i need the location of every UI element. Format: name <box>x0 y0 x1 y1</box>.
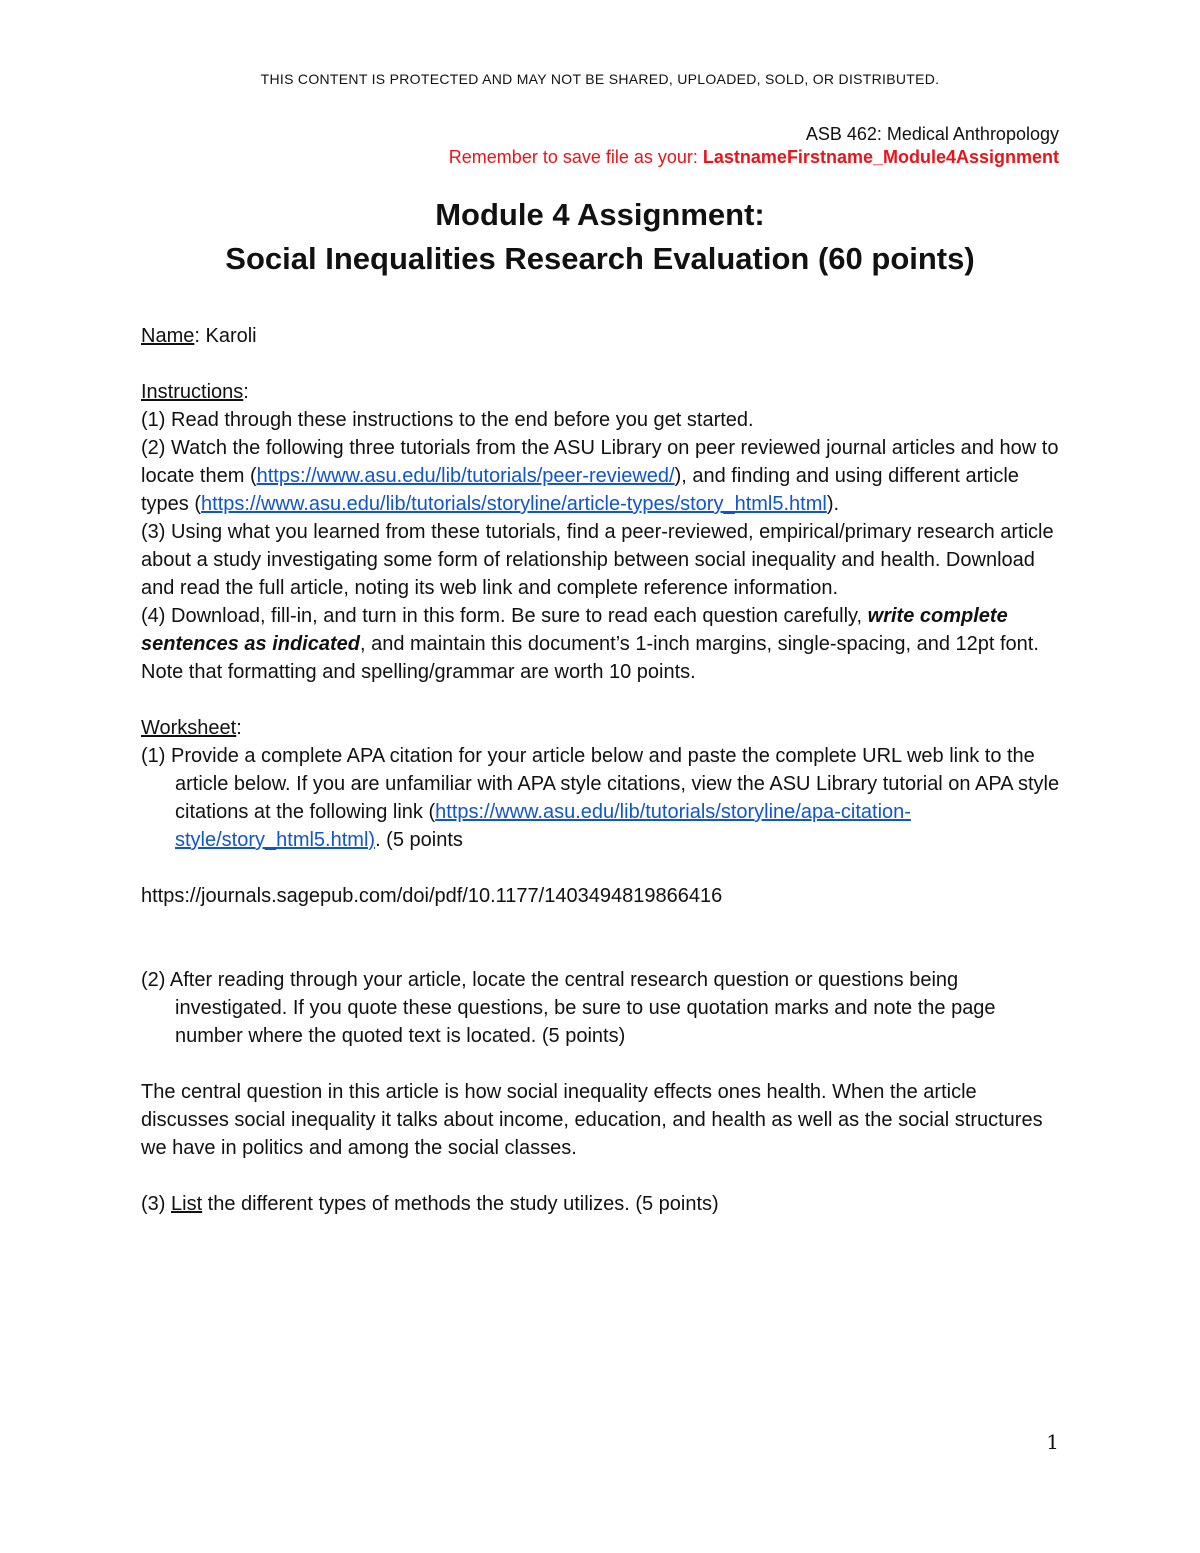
worksheet-question-2: (2) After reading through your article, locate the central research question or questions being investigated. If you quote these questions, be sure to use quotation marks and note the page number where the quoted text is located. (5 points) <box>141 969 996 1047</box>
spacer <box>141 910 1061 938</box>
apa-citation-tutorial-link[interactable]: https://www.asu.edu/lib/tutorials/storyline/apa-citation-style/story_html5.html) <box>175 801 911 851</box>
spacer <box>141 854 1061 882</box>
page-number: 1 <box>1046 1430 1059 1454</box>
answer-1-url[interactable]: https://journals.sagepub.com/doi/pdf/10.1177/1403494819866416 <box>141 885 723 907</box>
spacer <box>141 686 1061 714</box>
instruction-step-3: (3) Using what you learned from these tutorials, find a peer-reviewed, empirical/primary research article about a study investigating some form of relationship between social inequality and health. Download and read the full article, noting its web link and complete reference information. <box>141 521 1054 599</box>
instruction-step-1: (1) Read through these instructions to the end before you get started. <box>141 409 754 431</box>
save-reminder <box>449 147 1059 168</box>
course-name: ASB 462: Medical Anthropology <box>805 124 1059 144</box>
instruction-step-4-emphasis: write complete sentences as indicated <box>141 605 1008 655</box>
instructions-heading <box>141 378 1061 406</box>
spacer <box>141 350 1061 378</box>
assignment-title <box>0 193 1200 281</box>
spacer <box>141 938 1061 966</box>
instruction-step-2-text-b: ), and finding and using different article types ( <box>141 465 1019 515</box>
spacer <box>141 1050 1061 1078</box>
save-filename: LastnameFirstname_Module4Assignment <box>702 147 1059 167</box>
question-1-text-b: . (5 points <box>375 829 463 851</box>
answer-2-text[interactable]: The central question in this article is how social inequality effects ones health. When the article discusses social inequality it talks about income, education, and health as well as the social structures we have in politics and among the social classes. <box>141 1081 1043 1159</box>
worksheet-question-3 <box>141 1190 1061 1218</box>
name-separator: : <box>194 325 206 347</box>
save-reminder-text: Remember to save file as your: <box>448 147 703 167</box>
document-body <box>141 322 1061 1218</box>
instruction-step-2 <box>141 434 1061 518</box>
instructions-colon: : <box>243 381 249 403</box>
title-line-2: Social Inequalities Research Evaluation (60 points) <box>225 241 975 276</box>
instruction-step-4-text-a: (4) Download, fill-in, and turn in this form. Be sure to read each question carefully, <box>141 605 868 627</box>
name-line <box>141 322 1061 350</box>
worksheet-question-1 <box>141 742 1061 854</box>
instruction-step-4-text-b: , and maintain this document’s 1-inch margins, single-spacing, and 12pt font. Note that formatting and spelling/grammar are worth 10 points. <box>141 633 1039 683</box>
instruction-step-2-text-a: (2) Watch the following three tutorials from the ASU Library on peer reviewed journal articles and how to locate them ( <box>141 437 1059 487</box>
spacer <box>141 1162 1061 1190</box>
instruction-step-4 <box>141 602 1061 686</box>
instructions-label: Instructions <box>141 381 244 403</box>
worksheet-colon: : <box>236 717 242 739</box>
worksheet-label: Worksheet <box>141 717 237 739</box>
question-3-prefix: (3) <box>141 1193 171 1215</box>
peer-reviewed-tutorial-link[interactable]: https://www.asu.edu/lib/tutorials/peer-reviewed/ <box>256 465 675 487</box>
article-types-tutorial-link[interactable]: https://www.asu.edu/lib/tutorials/storyline/article-types/story_html5.html <box>201 493 827 515</box>
protected-content-notice: THIS CONTENT IS PROTECTED AND MAY NOT BE SHARED, UPLOADED, SOLD, OR DISTRIBUTED. <box>260 71 940 87</box>
name-label: Name <box>141 325 195 347</box>
student-name[interactable]: Karoli <box>205 325 257 347</box>
worksheet-heading <box>141 714 1061 742</box>
instruction-step-2-text-c: ). <box>826 493 840 515</box>
question-3-emphasis: List <box>171 1193 203 1215</box>
question-3-text: the different types of methods the study utilizes. (5 points) <box>202 1193 719 1215</box>
question-1-text-a: (1) Provide a complete APA citation for your article below and paste the complete URL web link to the article below. If you are unfamiliar with APA style citations, view the ASU Library tutorial on APA style citations at the following link ( <box>141 745 1060 823</box>
title-line-1: Module 4 Assignment: <box>435 197 765 232</box>
